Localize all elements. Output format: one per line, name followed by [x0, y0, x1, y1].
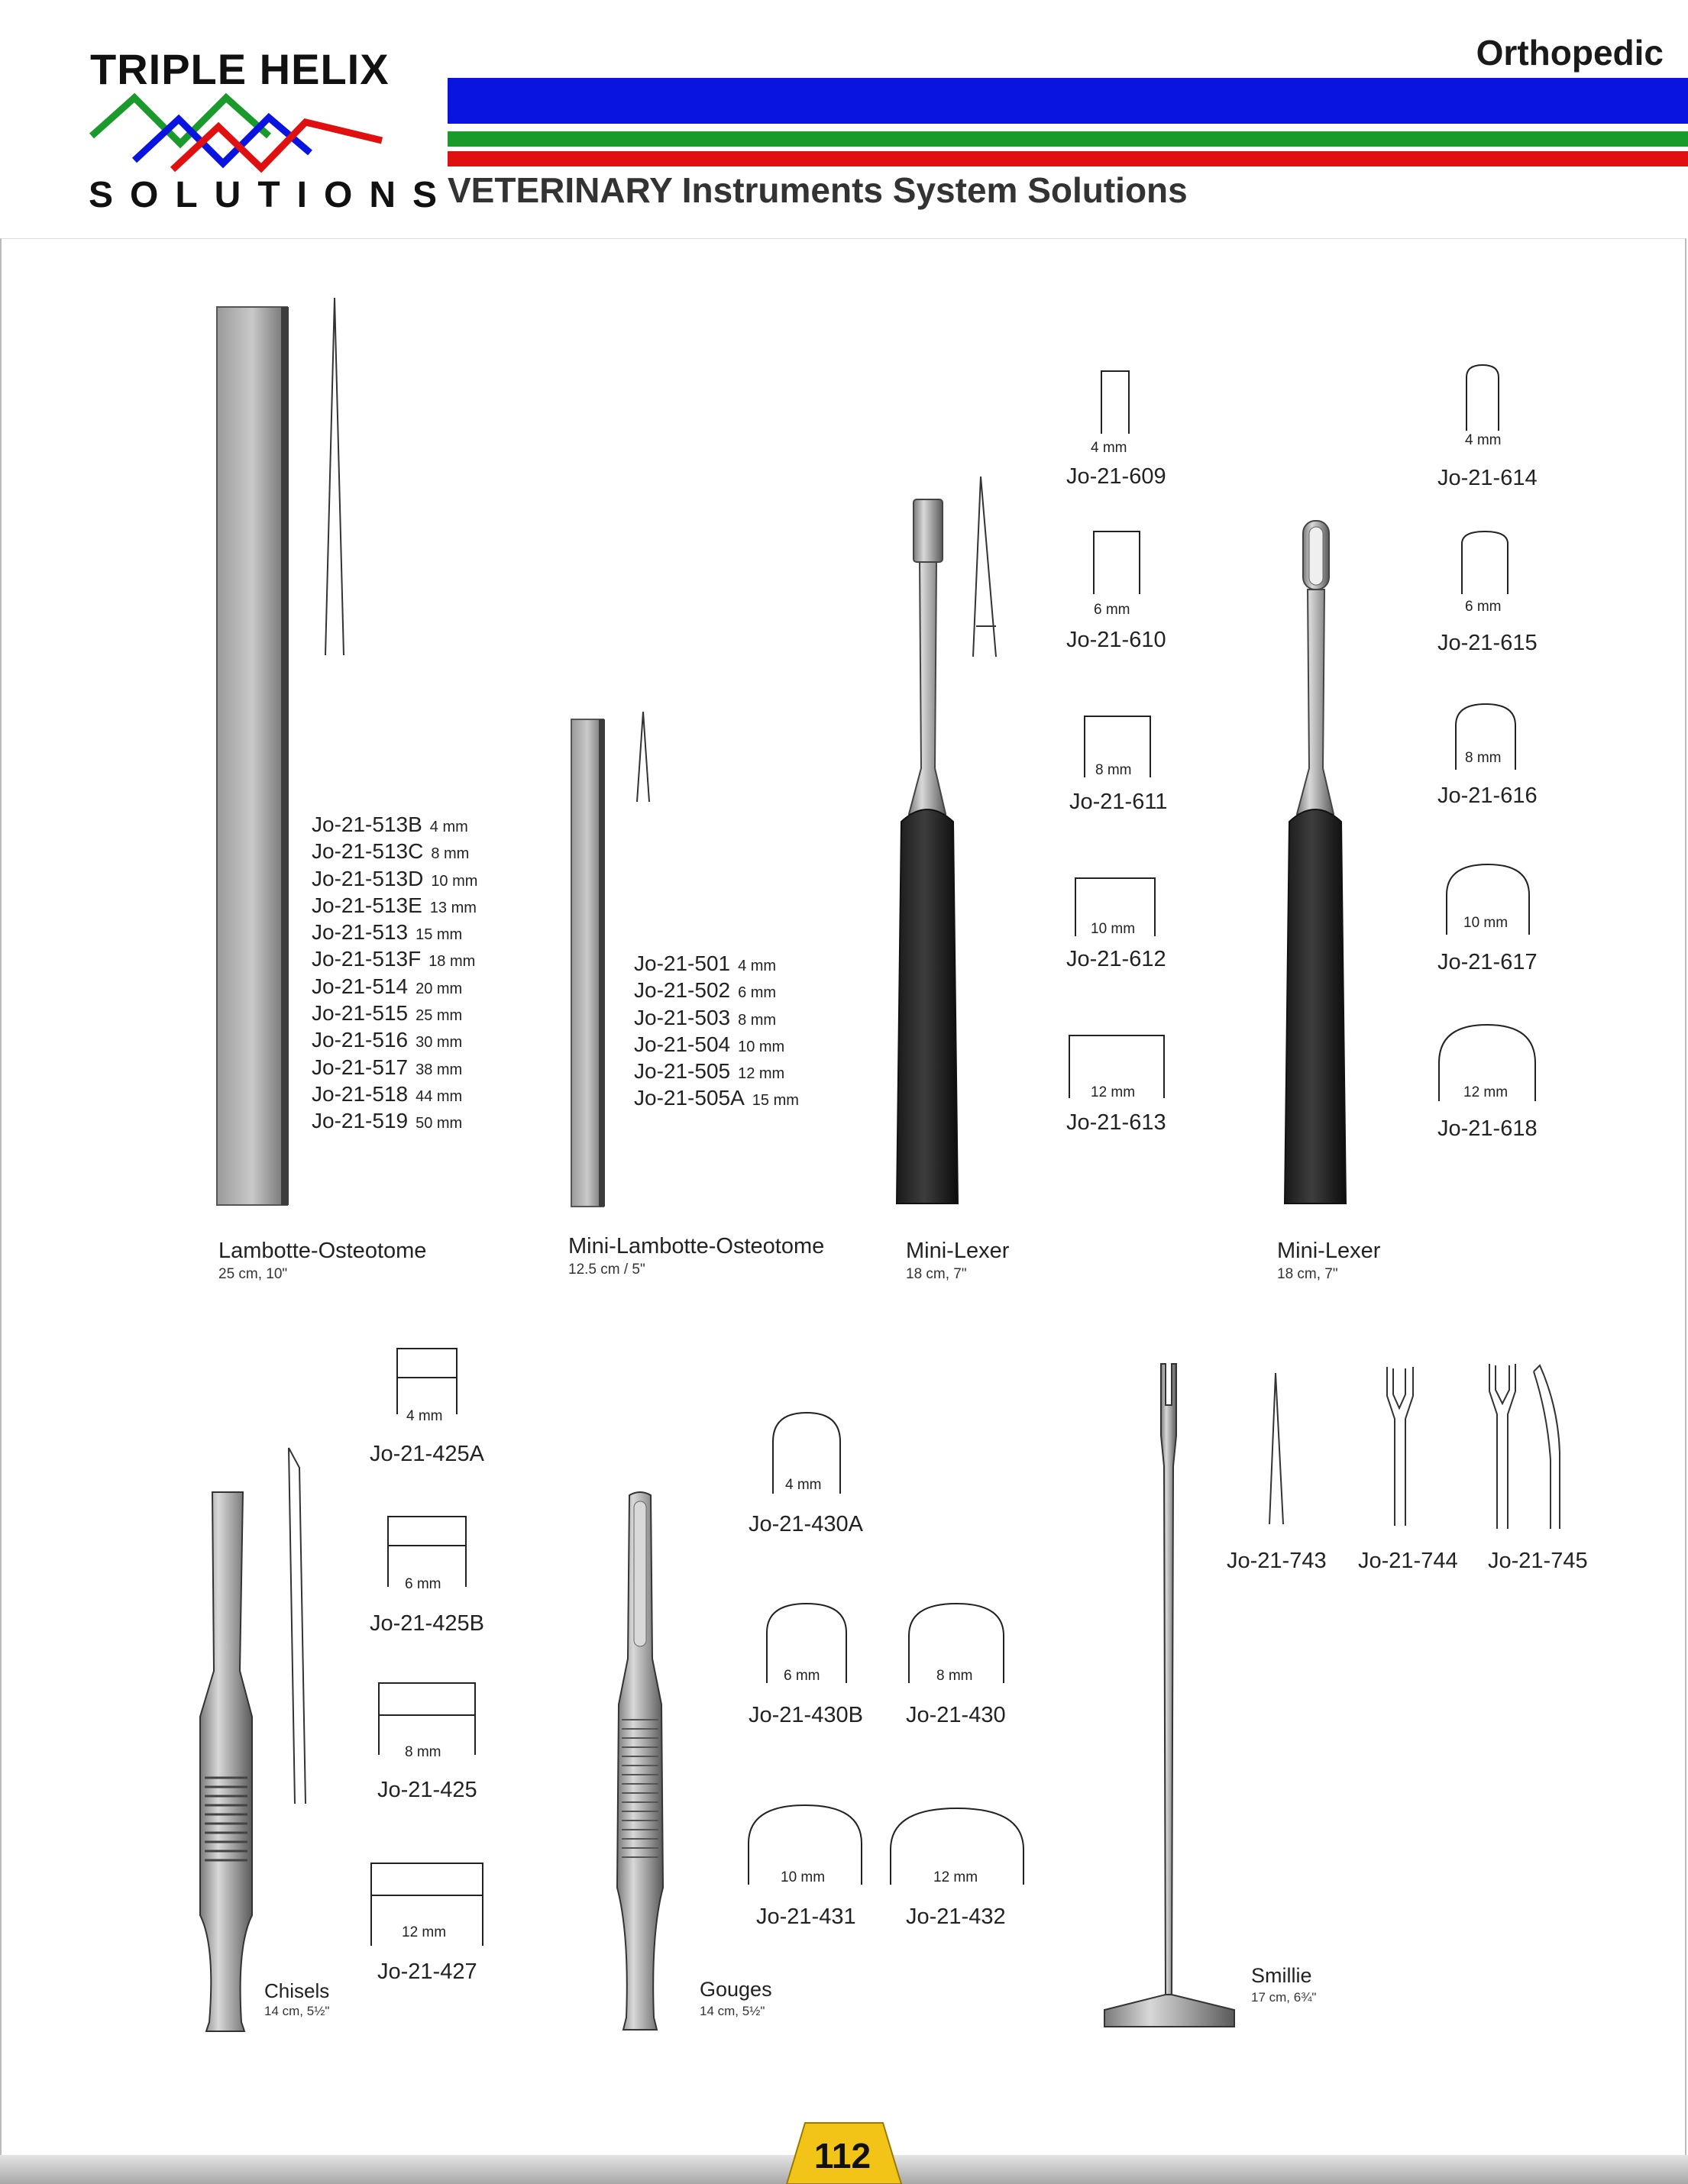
- code-row: Jo-21-501 4 mm: [634, 951, 777, 975]
- smillie-tip-shape-icon: [1381, 1365, 1419, 1533]
- code-row: Jo-21-513C 8 mm: [312, 839, 470, 864]
- tip-size: 4 mm: [1465, 432, 1502, 448]
- gouges-name: Gouges: [700, 1978, 772, 2001]
- tip-shape-icon: [1092, 530, 1143, 596]
- mini-lexer-2-image: [1279, 516, 1352, 1211]
- code-row: Jo-21-516 30 mm: [312, 1028, 463, 1052]
- mini-lexer-1-size: 18 cm, 7": [906, 1266, 967, 1282]
- smillie-size: 17 cm, 6¾": [1251, 1990, 1317, 2005]
- gouges-size: 14 cm, 5½": [700, 2004, 765, 2018]
- code-row: Jo-21-505A 15 mm: [634, 1086, 799, 1110]
- tip-size: 8 mm: [405, 1744, 441, 1760]
- tip-shape-icon: [1100, 370, 1130, 435]
- tip-code: Jo-21-616: [1437, 783, 1538, 808]
- tip-code: Jo-21-425A: [370, 1442, 484, 1466]
- tip-size: 12 mm: [402, 1924, 447, 1940]
- gouge-image: [608, 1491, 672, 2034]
- code-row: Jo-21-519 50 mm: [312, 1109, 463, 1133]
- tip-size: 10 mm: [1463, 915, 1509, 931]
- mini-lexer-1-image: [891, 493, 964, 1211]
- lambotte-code-list: [312, 813, 477, 1136]
- tip-size: 12 mm: [933, 1869, 978, 1885]
- header-band-blue: [448, 78, 1688, 124]
- tip-code: Jo-21-430B: [749, 1703, 863, 1727]
- tip-size: 8 mm: [1465, 750, 1502, 766]
- smillie-tip-code: Jo-21-744: [1358, 1549, 1458, 1573]
- code-row: Jo-21-504 10 mm: [634, 1032, 785, 1056]
- tagline: VETERINARY Instruments System Solutions: [448, 170, 1188, 210]
- mini-lambotte-profile-image: [634, 710, 652, 806]
- tip-code: Jo-21-614: [1437, 466, 1538, 490]
- code-row: Jo-21-513D 10 mm: [312, 866, 478, 890]
- code-row: Jo-21-503 8 mm: [634, 1005, 777, 1029]
- mini-lambotte-image: [568, 716, 611, 1211]
- tip-code: Jo-21-425B: [370, 1611, 484, 1636]
- code-row: Jo-21-515 25 mm: [312, 1001, 463, 1026]
- code-row: Jo-21-513F 18 mm: [312, 947, 476, 971]
- code-row: Jo-21-518 44 mm: [312, 1081, 463, 1106]
- tip-code: Jo-21-613: [1066, 1110, 1166, 1135]
- tip-code: Jo-21-617: [1437, 950, 1538, 974]
- code-row: Jo-21-513E 13 mm: [312, 893, 477, 917]
- tip-code: Jo-21-427: [377, 1959, 477, 1984]
- lambotte-osteotome-image: [212, 302, 304, 1211]
- tip-size: 6 mm: [405, 1576, 441, 1592]
- mini-lambotte-code-list: [634, 951, 799, 1113]
- lambotte-size: 25 cm, 10": [218, 1266, 288, 1282]
- mini-lambotte-name: Mini-Lambotte-Osteotome: [568, 1234, 825, 1258]
- tip-size: 12 mm: [1091, 1084, 1136, 1100]
- tip-code: Jo-21-432: [906, 1905, 1006, 1929]
- code-row: Jo-21-517 38 mm: [312, 1055, 463, 1079]
- tip-size: 10 mm: [781, 1869, 826, 1885]
- code-row: Jo-21-505 12 mm: [634, 1059, 785, 1084]
- tip-code: Jo-21-430A: [749, 1512, 863, 1536]
- lambotte-profile-image: [319, 296, 350, 663]
- tip-size: 4 mm: [1091, 440, 1127, 456]
- mini-lexer-1-profile-image: [970, 473, 1001, 664]
- tip-code: Jo-21-615: [1437, 631, 1538, 655]
- tip-size: 4 mm: [406, 1408, 443, 1424]
- smillie-tip-shape-icon: [1265, 1371, 1288, 1532]
- code-row: Jo-21-513B 4 mm: [312, 813, 468, 836]
- logo-title: TRIPLE HELIX: [90, 45, 390, 93]
- page-number: 112: [813, 2136, 871, 2176]
- logo-subtitle: SOLUTIONS: [89, 175, 454, 215]
- mini-lexer-1-name: Mini-Lexer: [906, 1239, 1010, 1263]
- header-band-red: [448, 151, 1688, 166]
- tip-size: 6 mm: [1465, 599, 1502, 615]
- chisels-name: Chisels: [264, 1979, 330, 2002]
- mini-lambotte-size: 12.5 cm / 5": [568, 1262, 645, 1278]
- helix-logo-icon: [89, 90, 386, 174]
- header-band-green: [448, 131, 1688, 147]
- tip-code: Jo-21-612: [1066, 947, 1166, 971]
- tip-shape-icon: [396, 1347, 460, 1416]
- tip-code: Jo-21-611: [1069, 790, 1168, 814]
- tip-size: 4 mm: [785, 1477, 822, 1493]
- tip-shape-icon: [1465, 363, 1500, 432]
- tip-size: 6 mm: [784, 1668, 820, 1684]
- code-row: Jo-21-502 6 mm: [634, 978, 777, 1003]
- smillie-name: Smillie: [1251, 1964, 1312, 1987]
- lambotte-name: Lambotte-Osteotome: [218, 1239, 427, 1263]
- tip-code: Jo-21-610: [1066, 628, 1166, 652]
- chisel-profile-image: [281, 1445, 319, 1811]
- tip-code: Jo-21-425: [377, 1778, 477, 1802]
- tip-size: 6 mm: [1094, 602, 1130, 618]
- mini-lexer-2-size: 18 cm, 7": [1277, 1266, 1338, 1282]
- code-row: Jo-21-513 15 mm: [312, 920, 463, 945]
- smillie-tip-code: Jo-21-745: [1488, 1549, 1588, 1573]
- tip-size: 10 mm: [1091, 921, 1136, 937]
- code-row: Jo-21-514 20 mm: [312, 974, 463, 998]
- mini-lexer-2-name: Mini-Lexer: [1277, 1239, 1381, 1263]
- tip-code: Jo-21-430: [906, 1703, 1006, 1727]
- tip-size: 8 mm: [1095, 762, 1132, 778]
- tip-code: Jo-21-618: [1437, 1116, 1538, 1141]
- chisel-image: [191, 1488, 267, 2037]
- chisels-size: 14 cm, 5½": [264, 2004, 330, 2018]
- tip-size: 8 mm: [936, 1668, 973, 1684]
- smillie-tip-shape-icon: [1486, 1361, 1563, 1536]
- smillie-tip-code: Jo-21-743: [1227, 1549, 1327, 1573]
- tip-shape-icon: [1460, 530, 1509, 596]
- category-title: Orthopedic: [1476, 33, 1664, 73]
- tip-code: Jo-21-431: [756, 1905, 856, 1929]
- tip-size: 12 mm: [1463, 1084, 1509, 1100]
- smillie-image: [1092, 1359, 1245, 2047]
- tip-code: Jo-21-609: [1066, 464, 1166, 489]
